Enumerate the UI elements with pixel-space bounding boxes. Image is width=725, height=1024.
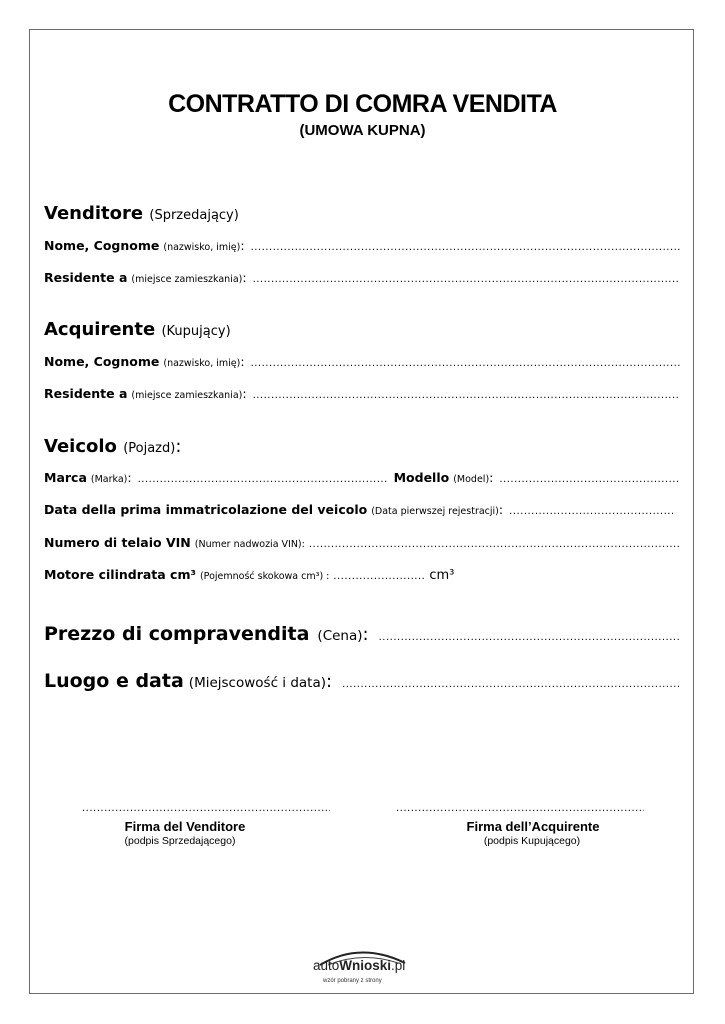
- vin-field[interactable]: [44, 535, 680, 550]
- engine-unit: cm³: [429, 568, 455, 583]
- seller-signature-title: Firma del Venditore: [124, 819, 246, 834]
- first-registration-label: Data della prima immatricolazione del veicolo: [44, 502, 368, 517]
- vehicle-heading-text: Veicolo: [44, 436, 117, 457]
- price-dotted-line[interactable]: [379, 632, 680, 643]
- logo-part-wnioski: Wnioski: [339, 958, 392, 973]
- buyer-residence-field[interactable]: Residente a (miejsce zamieszkania) : .....: [44, 386, 680, 401]
- seller-name-hint: (nazwisko, imię): [163, 242, 241, 253]
- place-date-hint: (Miejscowość i data): [188, 675, 326, 691]
- buyer-heading-text: Acquirente: [44, 319, 156, 340]
- buyer-residence-dotted-line[interactable]: [253, 390, 680, 401]
- seller-heading-text: Venditore: [44, 203, 144, 224]
- seller-residence-label: Residente a: [44, 270, 128, 285]
- logo-tagline: wzór pobrany z strony: [323, 978, 382, 984]
- seller-name-dotted-line[interactable]: [251, 242, 680, 253]
- engine-label: Motore cilindrata cm³: [44, 567, 196, 582]
- seller-name-field[interactable]: Nome, Cognome (nazwisko, imię) : .....: [44, 238, 680, 253]
- place-date-field[interactable]: Luogo e data (Miejscowość i data) : .....: [44, 670, 680, 692]
- first-registration-dotted-line[interactable]: [509, 506, 674, 517]
- seller-residence-field[interactable]: Residente a (miejsce zamieszkania) : .....: [44, 270, 680, 285]
- first-registration-hint: (Data pierwszej rejestracji): [371, 506, 499, 517]
- brand-dotted-line[interactable]: [138, 474, 388, 485]
- engine-field[interactable]: [44, 567, 680, 583]
- vehicle-heading: Veicolo (Pojazd):: [44, 436, 182, 457]
- vin-dotted-line[interactable]: [309, 539, 680, 550]
- buyer-signature-title: Firma dell’Acquirente: [466, 819, 600, 834]
- buyer-name-dotted-line[interactable]: [251, 358, 680, 369]
- price-hint: (Cena): [317, 628, 363, 644]
- seller-signature-hint: (podpis Sprzedającego): [124, 835, 236, 847]
- logo-part-domain: .pl: [391, 958, 406, 973]
- document-subtitle: (UMOWA KUPNA): [299, 122, 426, 139]
- buyer-heading: [44, 319, 231, 340]
- buyer-signature-line[interactable]: [396, 803, 644, 814]
- buyer-name-label: Nome, Cognome: [44, 354, 160, 369]
- buyer-name-hint: (nazwisko, imię): [163, 358, 241, 369]
- price-label: Prezzo di compravendita: [44, 623, 310, 645]
- autownioski-logo: [300, 945, 425, 990]
- seller-residence-dotted-line[interactable]: [253, 274, 680, 285]
- first-registration-field[interactable]: Data della prima immatricolazione del veicolo (Data pierwszej rejestracji) : .....: [44, 502, 680, 517]
- buyer-name-field[interactable]: Nome, Cognome (nazwisko, imię) : .....: [44, 354, 680, 369]
- price-field[interactable]: Prezzo di compravendita (Cena) : .....: [44, 623, 680, 645]
- logo-part-auto: auto: [313, 958, 340, 973]
- vin-hint: (Numer nadwozia VIN):: [194, 539, 305, 550]
- document-title: CONTRATTO DI COMRA VENDITA: [168, 90, 557, 118]
- seller-residence-hint: (miejsce zamieszkania): [131, 274, 243, 285]
- vehicle-brand-model-row: Marca (Marka) : ..... Modello (Model) : .....: [44, 470, 680, 485]
- model-hint: (Model): [453, 474, 490, 485]
- buyer-residence-hint: (miejsce zamieszkania): [131, 390, 243, 401]
- place-date-dotted-line[interactable]: [342, 679, 680, 690]
- buyer-signature-hint: (podpis Kupującego): [483, 835, 581, 847]
- place-date-label: Luogo e data: [44, 670, 184, 692]
- logo-text: [313, 958, 405, 973]
- vin-label: Numero di telaio VIN: [44, 535, 191, 550]
- seller-heading: [44, 203, 239, 224]
- vehicle-heading-hint: (Pojazd): [123, 441, 176, 456]
- brand-label: Marca: [44, 470, 87, 485]
- model-label: Modello: [393, 470, 450, 485]
- seller-name-label: Nome, Cognome: [44, 238, 160, 253]
- buyer-residence-label: Residente a: [44, 386, 128, 401]
- model-dotted-line[interactable]: [499, 474, 680, 485]
- brand-hint: (Marka): [90, 474, 128, 485]
- engine-dotted-line[interactable]: [333, 571, 425, 582]
- buyer-heading-hint: (Kupujący): [161, 324, 231, 339]
- seller-heading-hint: (Sprzedający): [149, 208, 239, 223]
- seller-signature-line[interactable]: [82, 803, 330, 814]
- engine-hint: (Pojemność skokowa cm³) :: [199, 571, 330, 582]
